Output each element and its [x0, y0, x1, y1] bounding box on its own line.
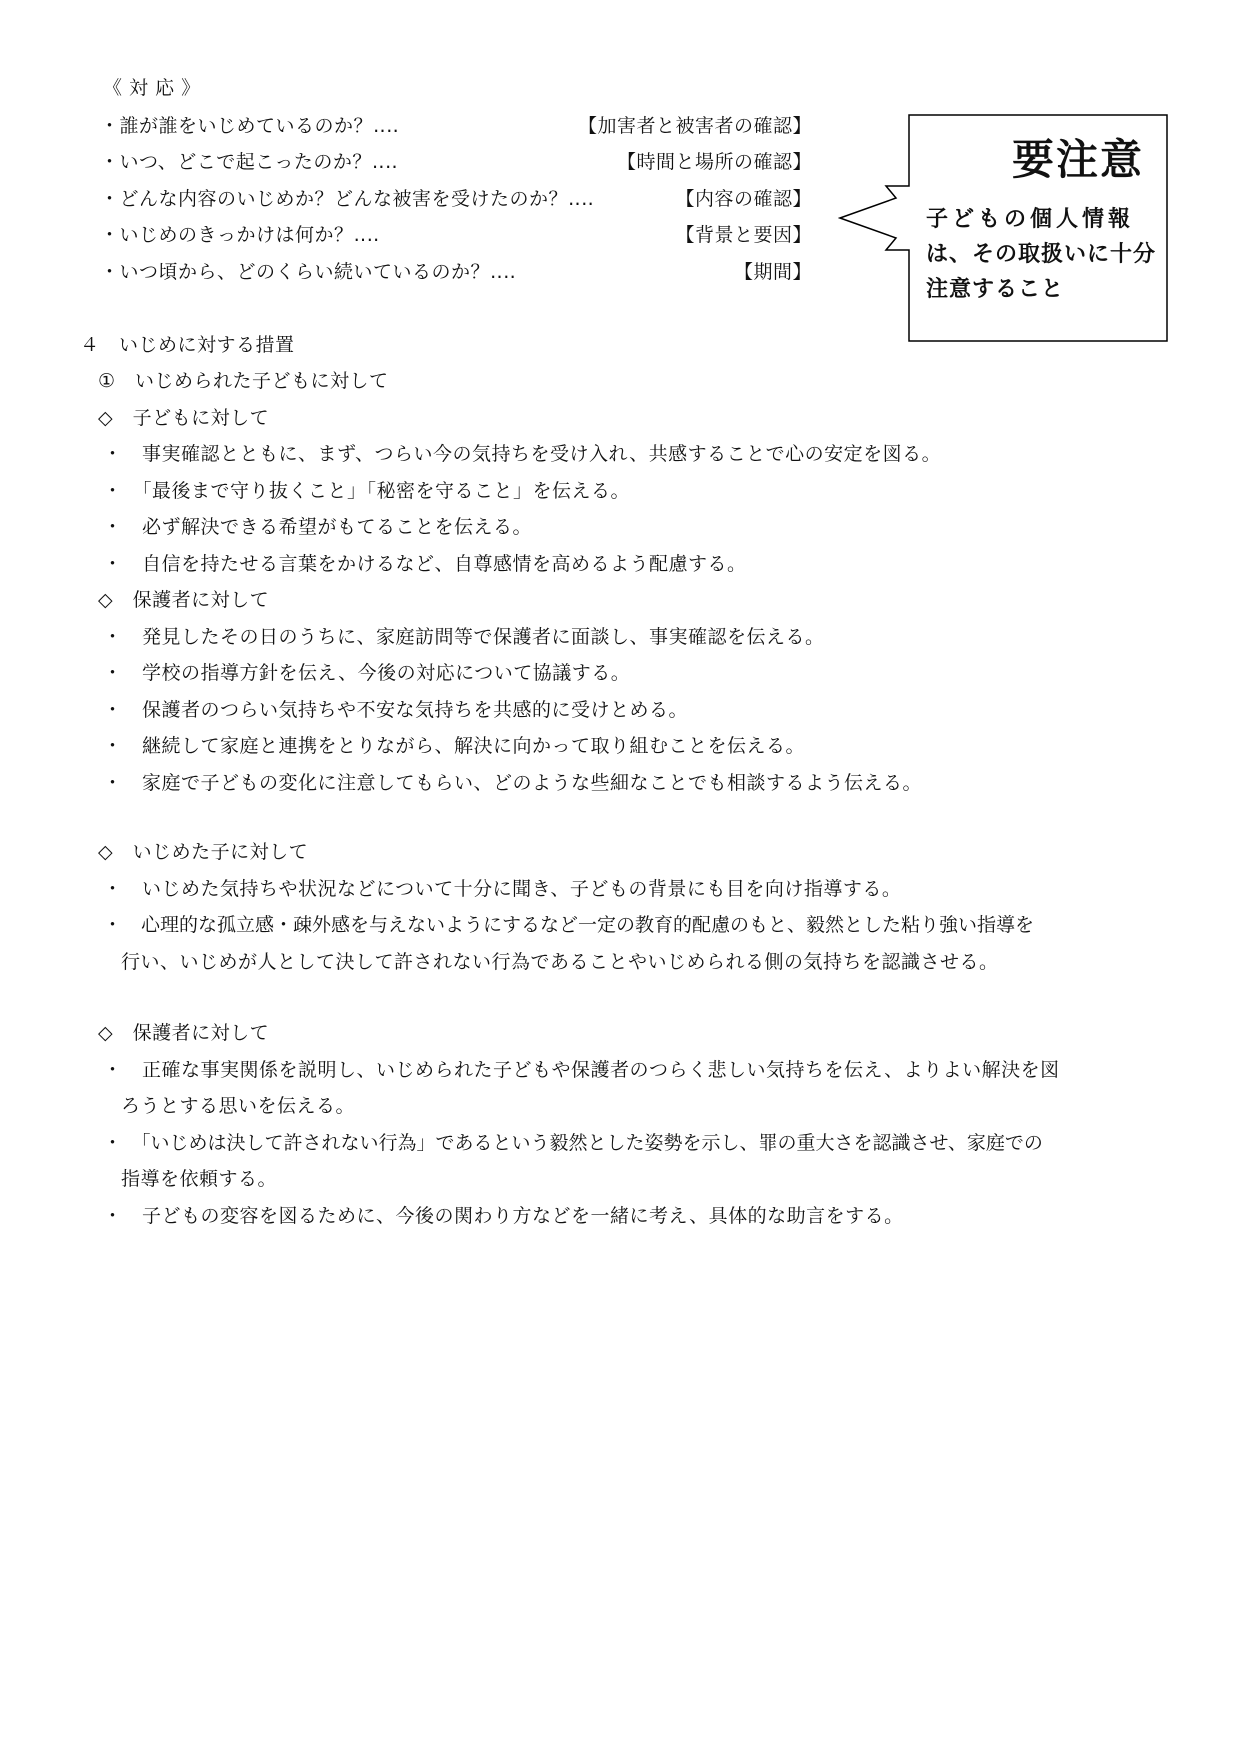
- subsection-heading: ① いじめられた子どもに対して: [98, 370, 389, 392]
- callout-line: 注意すること: [926, 277, 1065, 302]
- list-item: ・ 正確な事実関係を説明し、いじめられた子どもや保護者のつらく悲しい気持ちを伝え、よりよい解決を図: [103, 1059, 1060, 1081]
- list-item: ・ 保護者のつらい気持ちや不安な気持ちを共感的に受けとめる。: [103, 699, 689, 721]
- response-item: ・どんな内容のいじめか？どんな被害を受けたのか？‥‥: [100, 188, 595, 210]
- group-heading: ◇ 保護者に対して: [98, 1022, 270, 1044]
- response-item-tag: 【背景と要因】: [675, 224, 812, 246]
- group-heading: ◇ いじめた子に対して: [98, 841, 309, 863]
- response-item: ・いつ、どこで起こったのか？‥‥: [100, 151, 399, 173]
- group-heading: ◇ 子どもに対して: [98, 407, 270, 429]
- response-item-tag: 【時間と場所の確認】: [616, 151, 812, 173]
- callout-line: 子どもの個人情報: [926, 207, 1135, 232]
- list-item: ・ 事実確認とともに、まず、つらい今の気持ちを受け入れ、共感することで心の安定を図る。: [103, 443, 942, 465]
- list-item: ・ 自信を持たせる言葉をかけるなど、自尊感情を高めるよう配慮する。: [103, 553, 747, 575]
- response-item: ・いつ頃から、どのくらい続いているのか？‥‥: [100, 261, 517, 283]
- list-item: ・ 必ず解決できる希望がもてることを伝える。: [103, 516, 533, 538]
- callout-title: 要注意: [1011, 135, 1144, 184]
- response-item: ・誰が誰をいじめているのか？‥‥: [100, 115, 400, 137]
- list-item: ・ 子どもの変容を図るために、今後の関わり方などを一緒に考え、具体的な助言をする。: [103, 1205, 904, 1227]
- response-item: ・いじめのきっかけは何か？‥‥: [100, 224, 380, 246]
- list-item: ・ 「いじめは決して許されない行為」であるという毅然とした姿勢を示し、罪の重大さを認識させ、家庭での: [103, 1132, 1043, 1154]
- list-item: ・ 発見したその日のうちに、家庭訪問等で保護者に面談し、事実確認を伝える。: [103, 626, 825, 648]
- group-heading: ◇ 保護者に対して: [98, 589, 270, 611]
- list-item-continuation: 指導を依頼する。: [121, 1168, 278, 1190]
- response-item-tag: 【加害者と被害者の確認】: [577, 115, 812, 137]
- callout-line: は、その取扱いに十分: [926, 242, 1157, 267]
- callout-body: [926, 202, 1166, 307]
- list-item: ・ 「最後まで守り抜くこと」「秘密を守ること」を伝える。: [103, 480, 631, 502]
- section-heading: ４ いじめに対する措置: [80, 334, 295, 356]
- response-item-tag: 【内容の確認】: [675, 188, 812, 210]
- list-item: ・ いじめた気持ちや状況などについて十分に聞き、子どもの背景にも目を向け指導する。: [103, 878, 902, 900]
- response-item-tag: 【期間】: [733, 261, 812, 283]
- list-item: ・ 心理的な孤立感・疎外感を与えないようにするなど一定の教育的配慮のもと、毅然とした粘り強い指導を: [103, 914, 1035, 936]
- caution-callout: [838, 114, 1168, 342]
- list-item-continuation: 行い、いじめが人として決して許されない行為であることやいじめられる側の気持ちを認識させる。: [121, 951, 999, 973]
- list-item: ・ 家庭で子どもの変化に注意してもらい、どのような些細なことでも相談するよう伝える。: [103, 772, 923, 794]
- list-item: ・ 継続して家庭と連携をとりながら、解決に向かって取り組むことを伝える。: [103, 735, 806, 757]
- list-item-continuation: ろうとする思いを伝える。: [121, 1095, 356, 1117]
- list-item: ・ 学校の指導方針を伝え、今後の対応について協議する。: [103, 662, 631, 684]
- response-heading: 《 対 応 》: [103, 77, 201, 99]
